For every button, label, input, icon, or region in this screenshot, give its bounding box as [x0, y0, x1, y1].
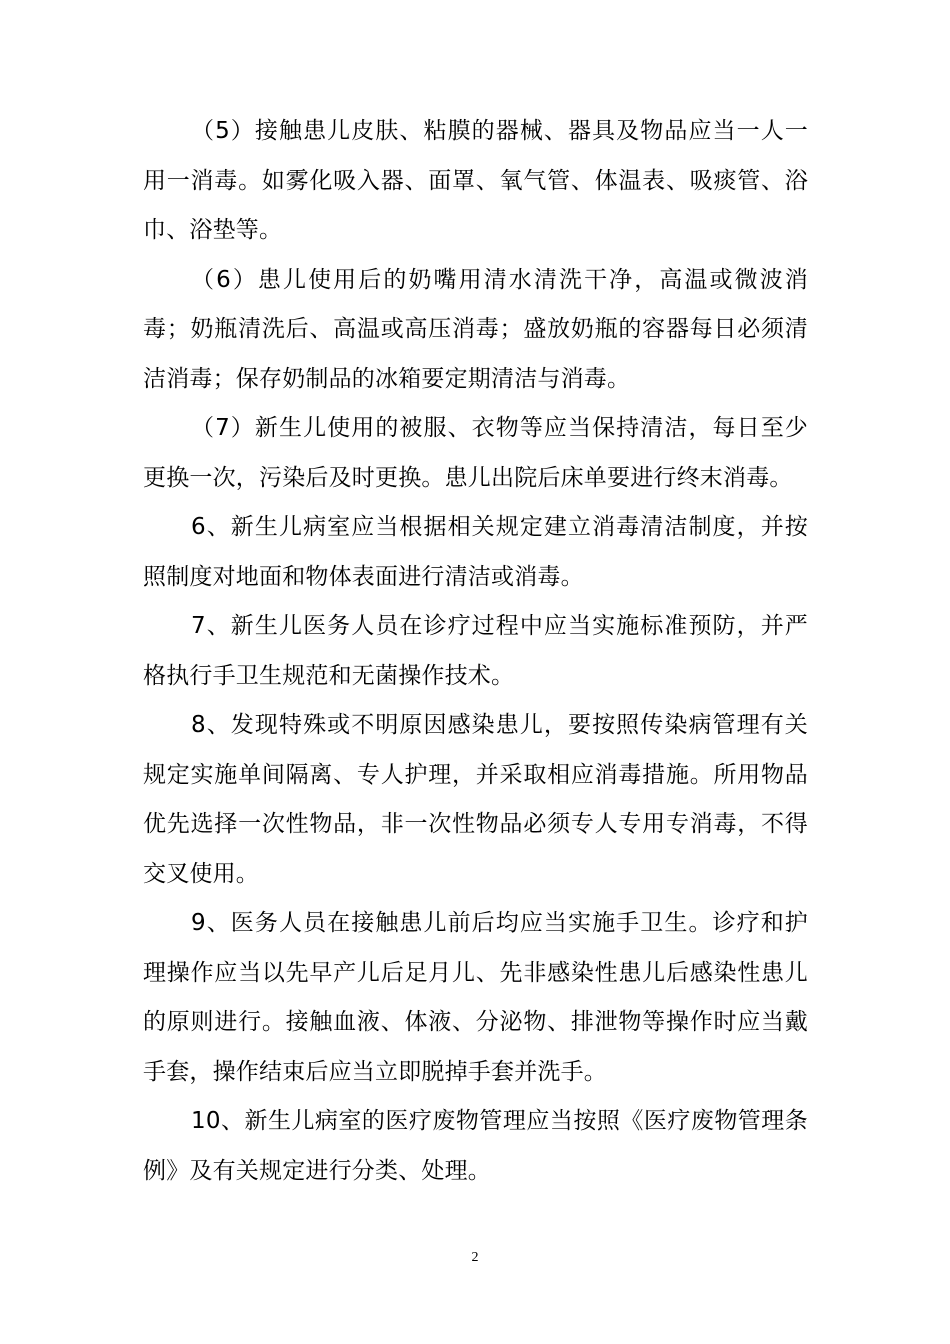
paragraph-item-6: （6）患儿使用后的奶嘴用清水清洗干净，高温或微波消毒；奶瓶清洗后、高温或高压消毒；盛放奶瓶的容器每日必须清洁消毒；保存奶制品的冰箱要定期清洁与消毒。 [143, 266, 808, 392]
paragraph-section-9: 9、医务人员在接触患儿前后均应当实施手卫生。诊疗和护理操作应当以先早产儿后足月儿、先非感染性患儿后感染性患儿的原则进行。接触血液、体液、分泌物、排泄物等操作时应当戴手套，操作结束后应当立即脱掉手套并洗手。 [143, 910, 808, 1085]
paragraph-section-8: 8、发现特殊或不明原因感染患儿，要按照传染病管理有关规定实施单间隔离、专人护理，并采取相应消毒措施。所用物品优先选择一次性物品，非一次性物品必须专人专用专消毒，不得交叉使用。 [143, 712, 808, 887]
paragraph-section-7: 7、新生儿医务人员在诊疗过程中应当实施标准预防，并严格执行手卫生规范和无菌操作技术。 [143, 613, 808, 689]
document-body [143, 107, 808, 1196]
paragraph-section-10: 10、新生儿病室的医疗废物管理应当按照《医疗废物管理条例》及有关规定进行分类、处理。 [143, 1108, 808, 1184]
paragraph-item-7: （7）新生儿使用的被服、衣物等应当保持清洁，每日至少更换一次，污染后及时更换。患儿出院后床单要进行终末消毒。 [143, 415, 808, 491]
page-number: 2 [471, 1250, 479, 1265]
paragraph-section-6: 6、新生儿病室应当根据相关规定建立消毒清洁制度，并按照制度对地面和物体表面进行清洁或消毒。 [143, 514, 808, 590]
paragraph-item-5: （5）接触患儿皮肤、粘膜的器械、器具及物品应当一人一用一消毒。如雾化吸入器、面罩、氧气管、体温表、吸痰管、浴巾、浴垫等。 [143, 118, 808, 243]
